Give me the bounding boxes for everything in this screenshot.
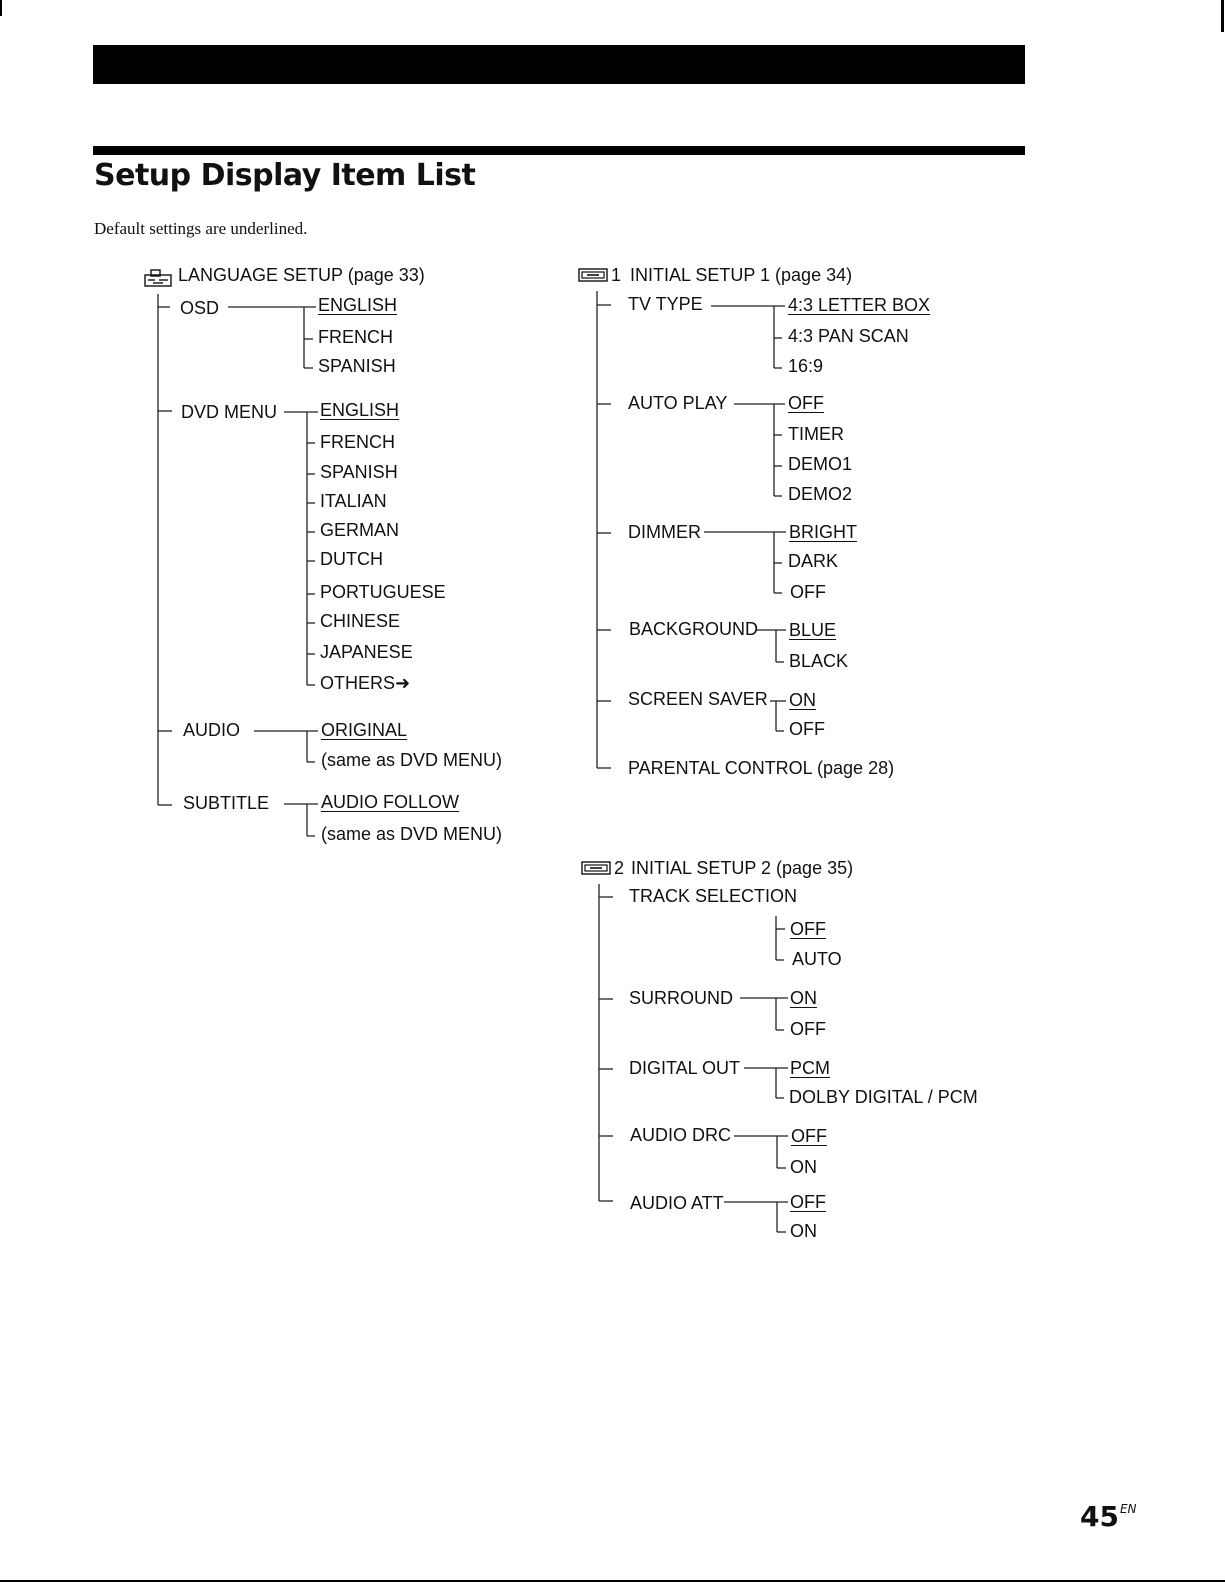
audio-att-option-on: ON	[790, 1221, 817, 1241]
tv-type-label: TV TYPE	[628, 294, 703, 314]
dvd-menu-option-dutch: DUTCH	[320, 549, 383, 569]
screen-saver-option-on: ON	[789, 690, 816, 710]
digital-out-option-pcm: PCM	[790, 1058, 830, 1078]
initial-setup-2-number: 2	[614, 858, 625, 878]
track-selection-option-off: OFF	[790, 919, 826, 939]
track-selection-option-auto: AUTO	[792, 949, 842, 969]
background-option-black: BLACK	[789, 651, 849, 671]
subtitle-option-same-as-dvd-menu: (same as DVD MENU)	[321, 824, 503, 844]
dimmer-option-dark: DARK	[788, 551, 839, 571]
osd-label: OSD	[180, 298, 220, 318]
background-label: BACKGROUND	[629, 619, 759, 639]
initial-setup-icon	[578, 268, 608, 282]
language-setup-icon	[144, 268, 172, 288]
dvd-menu-option-spanish: SPANISH	[320, 462, 398, 482]
screen-saver-label: SCREEN SAVER	[628, 689, 768, 709]
dvd-menu-option-portuguese: PORTUGUESE	[320, 582, 446, 602]
dvd-menu-option-japanese: JAPANESE	[320, 642, 413, 662]
auto-play-label: AUTO PLAY	[628, 393, 728, 413]
surround-option-on: ON	[790, 988, 817, 1008]
auto-play-option-demo1: DEMO1	[788, 454, 853, 474]
osd-option-french: FRENCH	[318, 327, 393, 347]
dvd-menu-label: DVD MENU	[181, 402, 278, 422]
page-number-suffix: EN	[1119, 1502, 1137, 1516]
osd-option-spanish: SPANISH	[318, 356, 396, 376]
surround-label: SURROUND	[629, 988, 734, 1008]
dimmer-option-off: OFF	[790, 582, 826, 602]
page-number: $45^{EN}$	[1080, 1500, 1137, 1533]
language-setup-heading: LANGUAGE SETUP (page 33)	[178, 265, 425, 285]
digital-out-label: DIGITAL OUT	[629, 1058, 741, 1078]
auto-play-option-off: OFF	[788, 393, 824, 413]
digital-out-option-dolby-pcm: DOLBY DIGITAL / PCM	[789, 1087, 978, 1107]
arrow-right-icon: ➜	[395, 673, 411, 693]
dvd-menu-option-german: GERMAN	[320, 520, 400, 540]
page-title: Setup Display Item List	[94, 158, 476, 193]
parental-control-label: PARENTAL CONTROL (page 28)	[628, 758, 895, 778]
auto-play-option-demo2: DEMO2	[788, 484, 853, 504]
audio-att-option-off: OFF	[790, 1192, 826, 1212]
audio-label: AUDIO	[183, 720, 241, 740]
background-option-blue: BLUE	[789, 620, 837, 640]
dvd-menu-option-italian: ITALIAN	[320, 491, 387, 511]
audio-drc-option-on: ON	[790, 1157, 817, 1177]
dimmer-label: DIMMER	[628, 522, 701, 542]
dimmer-option-bright: BRIGHT	[789, 522, 858, 542]
initial-setup-1-number: 1	[611, 265, 622, 285]
audio-option-same-as-dvd-menu: (same as DVD MENU)	[321, 750, 503, 770]
bottom-edge-line	[0, 1580, 1225, 1582]
auto-play-option-timer: TIMER	[788, 424, 844, 444]
osd-option-english: ENGLISH	[318, 295, 398, 315]
tv-type-option-letter-box: 4:3 LETTER BOX	[788, 295, 931, 315]
dvd-menu-option-chinese: CHINESE	[320, 611, 401, 631]
tv-type-option-pan-scan: 4:3 PAN SCAN	[788, 326, 909, 346]
audio-option-original: ORIGINAL	[321, 720, 408, 740]
subtitle-label: SUBTITLE	[183, 793, 270, 813]
subtitle-option-audio-follow: AUDIO FOLLOW	[321, 792, 460, 812]
tv-type-option-16-9: 16:9	[788, 356, 824, 376]
initial-setup-2-icon	[581, 861, 611, 875]
dvd-menu-option-english: ENGLISH	[320, 400, 400, 420]
audio-att-label: AUDIO ATT	[630, 1193, 724, 1213]
dvd-menu-option-french: FRENCH	[320, 432, 395, 452]
default-settings-note: Default settings are underlined.	[94, 219, 308, 238]
screen-saver-option-off: OFF	[789, 719, 825, 739]
dvd-menu-option-others: OTHERS➜	[320, 673, 411, 693]
track-selection-label: TRACK SELECTION	[629, 886, 798, 906]
initial-setup-1-heading: INITIAL SETUP 1 (page 34)	[630, 265, 853, 285]
audio-drc-label: AUDIO DRC	[630, 1125, 732, 1145]
surround-option-off: OFF	[790, 1019, 826, 1039]
audio-drc-option-off: OFF	[791, 1126, 827, 1146]
initial-setup-2-heading: INITIAL SETUP 2 (page 35)	[631, 858, 854, 878]
